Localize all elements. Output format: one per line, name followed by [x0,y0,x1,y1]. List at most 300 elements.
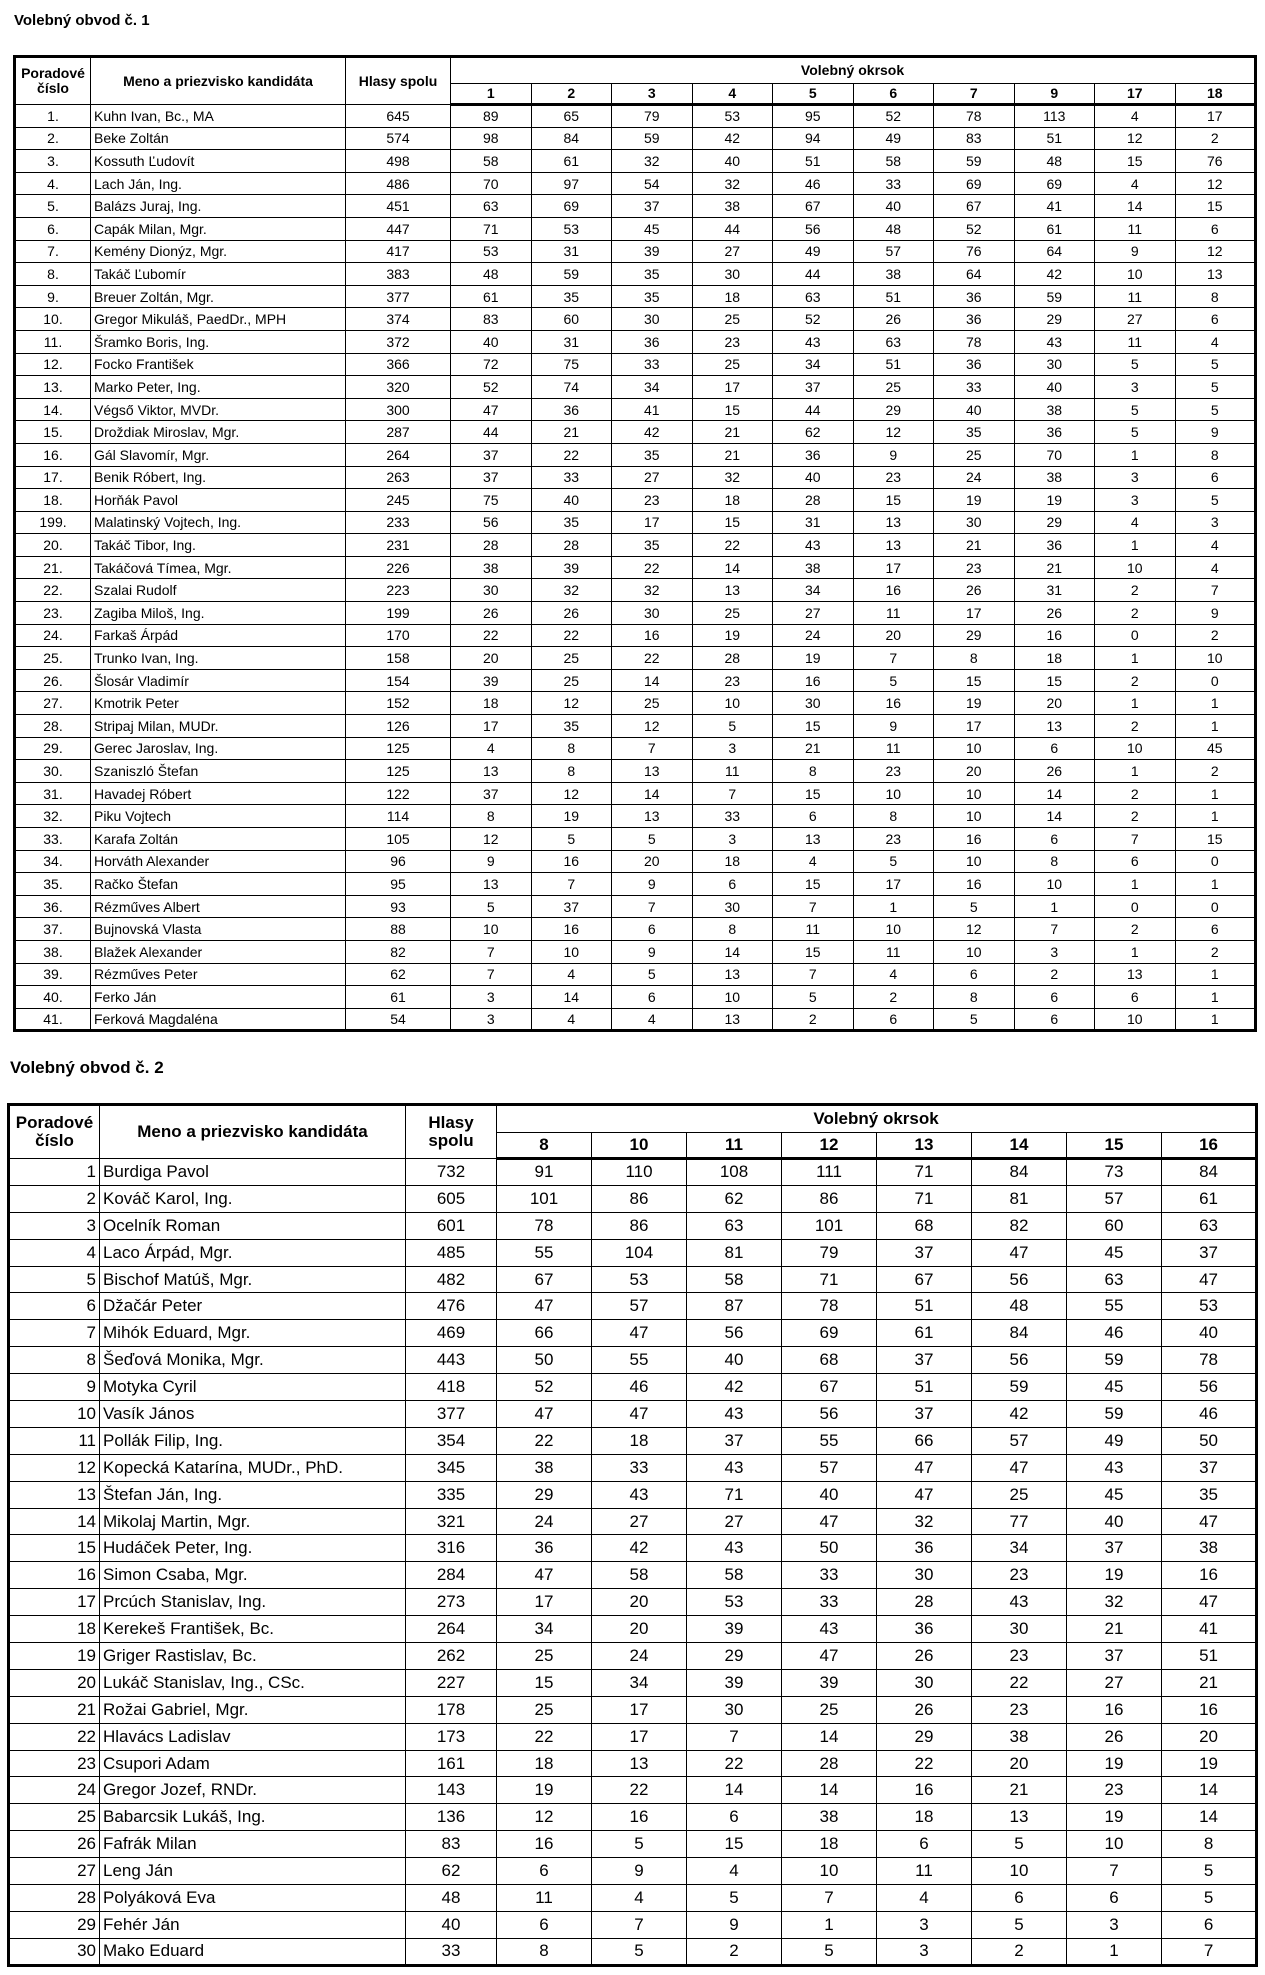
total-votes-cell: 377 [346,285,451,308]
candidate-name-cell: Kemény Dionýz, Mgr. [91,240,346,263]
candidate-name-cell: Horváth Alexander [91,850,346,873]
total-votes-cell: 498 [346,150,451,173]
precinct-votes-cell: 37 [1067,1643,1162,1670]
table-row [15,1008,1256,1031]
precinct-votes-cell: 47 [497,1562,592,1589]
precinct-number-header: 8 [497,1133,592,1159]
precinct-votes-cell: 2 [1095,669,1176,692]
precinct-votes-cell: 24 [592,1643,687,1670]
table-row [15,602,1256,625]
precinct-votes-cell: 22 [451,624,532,647]
candidate-name-cell: Hlavács Ladislav [100,1723,406,1750]
total-votes-cell: 417 [346,240,451,263]
total-votes-cell: 645 [346,105,451,128]
precinct-number-header: 3 [612,84,693,105]
precinct-votes-cell: 1 [1175,715,1256,738]
precinct-votes-cell: 30 [692,263,773,286]
precinct-votes-cell: 26 [1014,760,1095,783]
precinct-votes-cell: 67 [934,195,1015,218]
precinct-votes-cell: 15 [773,940,854,963]
total-votes-cell: 93 [346,895,451,918]
precinct-votes-cell: 84 [972,1320,1067,1347]
precinct-votes-cell: 59 [934,150,1015,173]
precinct-votes-cell: 53 [592,1266,687,1293]
precinct-votes-cell: 47 [972,1454,1067,1481]
precinct-number-header: 11 [687,1133,782,1159]
precinct-votes-cell: 56 [972,1266,1067,1293]
table-row [15,737,1256,760]
precinct-votes-cell: 19 [497,1777,592,1804]
precinct-votes-cell: 3 [692,737,773,760]
candidate-name-cell: Farkaš Árpád [91,624,346,647]
precinct-votes-cell: 0 [1095,624,1176,647]
precinct-votes-cell: 35 [531,511,612,534]
total-votes-cell: 82 [346,940,451,963]
precinct-votes-cell: 10 [1067,1831,1162,1858]
precinct-votes-cell: 1 [1175,805,1256,828]
precinct-votes-cell: 28 [877,1589,972,1616]
precinct-votes-cell: 35 [612,534,693,557]
precinct-votes-cell: 30 [877,1669,972,1696]
precinct-votes-cell: 51 [853,285,934,308]
precinct-votes-cell: 59 [972,1374,1067,1401]
precinct-votes-cell: 3 [1095,376,1176,399]
order-number-cell: 1 [9,1159,100,1186]
precinct-votes-cell: 70 [1014,443,1095,466]
precinct-votes-cell: 21 [1067,1616,1162,1643]
order-number-cell: 24. [15,624,91,647]
total-votes-cell: 372 [346,330,451,353]
precinct-votes-cell: 1 [1175,986,1256,1009]
precinct-votes-cell: 13 [692,1008,773,1031]
precinct-votes-cell: 16 [592,1804,687,1831]
precinct-votes-cell: 87 [687,1293,782,1320]
precinct-votes-cell: 30 [1014,353,1095,376]
precinct-votes-cell: 13 [853,534,934,557]
precinct-votes-cell: 44 [773,263,854,286]
precinct-votes-cell: 10 [934,737,1015,760]
precinct-votes-cell: 13 [612,760,693,783]
precinct-votes-cell: 22 [877,1750,972,1777]
precinct-votes-cell: 6 [687,1804,782,1831]
precinct-votes-cell: 69 [531,195,612,218]
precinct-votes-cell: 6 [1175,918,1256,941]
order-number-cell: 6. [15,217,91,240]
precinct-votes-cell: 7 [592,1911,687,1938]
precinct-votes-cell: 59 [1067,1401,1162,1428]
precinct-votes-cell: 37 [687,1427,782,1454]
precinct-votes-cell: 5 [1095,398,1176,421]
precinct-votes-cell: 56 [972,1347,1067,1374]
candidate-name-cell: Pollák Filip, Ing. [100,1427,406,1454]
order-number-cell: 3 [9,1212,100,1239]
precinct-votes-cell: 28 [773,489,854,512]
table-row [9,1589,1257,1616]
total-votes-cell: 264 [346,443,451,466]
order-number-cell: 14. [15,398,91,421]
total-votes-cell: 345 [406,1454,497,1481]
precinct-votes-cell: 45 [1067,1481,1162,1508]
total-votes-cell: 601 [406,1212,497,1239]
precinct-votes-cell: 40 [692,150,773,173]
order-number-cell: 21 [9,1696,100,1723]
precinct-votes-cell: 6 [1014,828,1095,851]
precinct-votes-cell: 34 [592,1669,687,1696]
precinct-votes-cell: 10 [531,940,612,963]
precinct-votes-cell: 14 [692,940,773,963]
precinct-votes-cell: 12 [934,918,1015,941]
order-number-cell: 22. [15,579,91,602]
precinct-votes-cell: 5 [612,963,693,986]
order-number-cell: 8 [9,1347,100,1374]
precinct-votes-cell: 40 [1014,376,1095,399]
precinct-votes-cell: 40 [782,1481,877,1508]
precinct-votes-cell: 21 [1014,556,1095,579]
precinct-votes-cell: 12 [531,692,612,715]
candidate-name-cell: Leng Ján [100,1858,406,1885]
table-row [15,828,1256,851]
precinct-votes-cell: 14 [782,1777,877,1804]
precinct-votes-cell: 36 [1014,421,1095,444]
total-votes-cell: 126 [346,715,451,738]
precinct-number-header: 15 [1067,1133,1162,1159]
table-row [9,1347,1257,1374]
precinct-votes-cell: 29 [1014,511,1095,534]
order-number-cell: 10. [15,308,91,331]
precinct-votes-cell: 24 [934,466,1015,489]
order-number-cell: 8. [15,263,91,286]
total-votes-cell: 54 [346,1008,451,1031]
candidate-name-cell: Blažek Alexander [91,940,346,963]
table-row [9,1374,1257,1401]
candidate-name-cell: Gregor Jozef, RNDr. [100,1777,406,1804]
precinct-votes-cell: 68 [877,1212,972,1239]
precinct-votes-cell: 12 [531,782,612,805]
order-number-cell: 22 [9,1723,100,1750]
precinct-votes-cell: 47 [592,1401,687,1428]
precinct-votes-cell: 14 [612,669,693,692]
candidate-name-cell: Gerec Jaroslav, Ing. [91,737,346,760]
precinct-votes-cell: 4 [612,1008,693,1031]
precinct-votes-cell: 63 [1162,1212,1257,1239]
precinct-votes-cell: 28 [692,647,773,670]
precinct-votes-cell: 83 [451,308,532,331]
candidate-name-cell: Prcúch Stanislav, Ing. [100,1589,406,1616]
precinct-votes-cell: 3 [692,828,773,851]
precinct-votes-cell: 39 [531,556,612,579]
precinct-votes-cell: 10 [692,986,773,1009]
precinct-votes-cell: 2 [1175,760,1256,783]
precinct-votes-cell: 27 [592,1508,687,1535]
precinct-votes-cell: 7 [531,873,612,896]
total-votes-cell: 199 [346,602,451,625]
table-row [15,308,1256,331]
total-votes-cell: 62 [346,963,451,986]
precinct-votes-cell: 1 [853,895,934,918]
order-number-cell: 20 [9,1669,100,1696]
precinct-votes-cell: 25 [692,602,773,625]
precinct-votes-cell: 9 [853,715,934,738]
precinct-votes-cell: 76 [934,240,1015,263]
precinct-votes-cell: 0 [1175,669,1256,692]
precinct-votes-cell: 1 [1095,647,1176,670]
precinct-votes-cell: 2 [1095,579,1176,602]
order-number-cell: 199. [15,511,91,534]
precinct-votes-cell: 3 [1067,1911,1162,1938]
precinct-votes-cell: 57 [782,1454,877,1481]
precinct-votes-cell: 17 [451,715,532,738]
precinct-votes-cell: 8 [934,647,1015,670]
candidate-name-cell: Burdiga Pavol [100,1159,406,1186]
precinct-votes-cell: 9 [592,1858,687,1885]
precinct-votes-cell: 26 [934,579,1015,602]
precinct-number-header: 18 [1175,84,1256,105]
table-row [9,1885,1257,1912]
precinct-votes-cell: 12 [1175,172,1256,195]
precinct-votes-cell: 8 [1175,285,1256,308]
precinct-votes-cell: 5 [1175,376,1256,399]
precinct-votes-cell: 27 [773,602,854,625]
district-2-results-table [7,1103,1258,1967]
total-votes-cell: 161 [406,1750,497,1777]
precinct-votes-cell: 46 [1067,1320,1162,1347]
precinct-votes-cell: 34 [972,1535,1067,1562]
precinct-votes-cell: 10 [1095,263,1176,286]
precinct-votes-cell: 15 [692,398,773,421]
order-number-cell: 30. [15,760,91,783]
order-number-cell: 25. [15,647,91,670]
precinct-number-header: 5 [773,84,854,105]
precinct-votes-cell: 7 [692,782,773,805]
precinct-votes-cell: 17 [853,556,934,579]
precinct-votes-cell: 16 [877,1777,972,1804]
precinct-votes-cell: 25 [782,1696,877,1723]
order-number-cell: 32. [15,805,91,828]
precinct-votes-cell: 23 [934,556,1015,579]
candidate-name-cell: Rožai Gabriel, Mgr. [100,1696,406,1723]
precinct-votes-cell: 79 [782,1239,877,1266]
precinct-votes-cell: 30 [934,511,1015,534]
precinct-number-header: 13 [877,1133,972,1159]
precinct-votes-cell: 13 [1095,963,1176,986]
precinct-votes-cell: 19 [1067,1562,1162,1589]
precinct-votes-cell: 44 [773,398,854,421]
precinct-votes-cell: 10 [853,782,934,805]
precinct-votes-cell: 14 [1162,1804,1257,1831]
precinct-votes-cell: 98 [451,127,532,150]
precinct-votes-cell: 35 [934,421,1015,444]
precinct-votes-cell: 33 [934,376,1015,399]
total-votes-cell: 377 [406,1401,497,1428]
precinct-votes-cell: 67 [877,1266,972,1293]
precinct-votes-cell: 4 [877,1885,972,1912]
precinct-votes-cell: 9 [451,850,532,873]
precinct-votes-cell: 7 [612,895,693,918]
candidate-name-cell: Rézműves Albert [91,895,346,918]
precinct-votes-cell: 55 [782,1427,877,1454]
precinct-votes-cell: 34 [497,1616,592,1643]
precinct-votes-cell: 37 [877,1401,972,1428]
total-votes-cell: 374 [346,308,451,331]
table-row [15,172,1256,195]
order-number-cell: 11 [9,1427,100,1454]
precinct-votes-cell: 67 [773,195,854,218]
precinct-votes-cell: 17 [692,376,773,399]
precinct-votes-cell: 37 [531,895,612,918]
precinct-votes-cell: 42 [612,421,693,444]
precinct-votes-cell: 23 [972,1696,1067,1723]
precinct-votes-cell: 32 [612,150,693,173]
table-row [9,1911,1257,1938]
precinct-votes-cell: 97 [531,172,612,195]
order-number-cell: 2. [15,127,91,150]
precinct-votes-cell: 38 [773,556,854,579]
precinct-votes-cell: 7 [773,963,854,986]
table-row [9,1831,1257,1858]
precinct-votes-cell: 45 [1067,1239,1162,1266]
precinct-votes-cell: 43 [687,1401,782,1428]
total-votes-cell: 48 [406,1885,497,1912]
order-number-cell: 35. [15,873,91,896]
precinct-votes-cell: 40 [531,489,612,512]
table-row [15,511,1256,534]
precinct-votes-cell: 1 [1095,692,1176,715]
precinct-votes-cell: 5 [934,895,1015,918]
precinct-votes-cell: 55 [592,1347,687,1374]
precinct-votes-cell: 8 [531,760,612,783]
precinct-votes-cell: 23 [853,466,934,489]
order-number-cell: 9 [9,1374,100,1401]
candidate-name-cell: Gregor Mikuláš, PaedDr., MPH [91,308,346,331]
precinct-votes-cell: 56 [451,511,532,534]
precinct-votes-cell: 2 [972,1938,1067,1965]
candidate-name-cell: Kuhn Ivan, Bc., MA [91,105,346,128]
total-votes-cell: 33 [406,1938,497,1965]
precinct-votes-cell: 16 [497,1831,592,1858]
precinct-votes-cell: 46 [773,172,854,195]
total-votes-cell: 62 [406,1858,497,1885]
table-row [15,692,1256,715]
precinct-votes-cell: 10 [692,692,773,715]
precinct-votes-cell: 60 [531,308,612,331]
precinct-votes-cell: 9 [1175,421,1256,444]
table-row [9,1293,1257,1320]
candidate-name-cell: Havadej Róbert [91,782,346,805]
precinct-votes-cell: 6 [972,1885,1067,1912]
candidate-name-cell: Takáč Tibor, Ing. [91,534,346,557]
precinct-votes-cell: 51 [877,1293,972,1320]
precinct-votes-cell: 24 [773,624,854,647]
precinct-votes-cell: 32 [692,466,773,489]
precinct-votes-cell: 13 [692,579,773,602]
precinct-votes-cell: 33 [692,805,773,828]
precinct-votes-cell: 55 [1067,1293,1162,1320]
total-votes-cell: 321 [406,1508,497,1535]
precinct-votes-cell: 45 [1067,1374,1162,1401]
precinct-votes-cell: 16 [773,669,854,692]
precinct-votes-cell: 84 [972,1159,1067,1186]
precinct-votes-cell: 6 [692,873,773,896]
precinct-votes-cell: 30 [877,1562,972,1589]
precinct-votes-cell: 44 [451,421,532,444]
precinct-votes-cell: 51 [773,150,854,173]
precinct-votes-cell: 1 [1175,692,1256,715]
precinct-votes-cell: 5 [1095,353,1176,376]
precinct-votes-cell: 40 [687,1347,782,1374]
order-number-cell: 33. [15,828,91,851]
total-votes-cell: 114 [346,805,451,828]
precinct-votes-cell: 38 [1162,1535,1257,1562]
precinct-votes-cell: 27 [1067,1669,1162,1696]
order-number-cell: 11. [15,330,91,353]
precinct-votes-cell: 37 [451,782,532,805]
precinct-votes-cell: 4 [1095,172,1176,195]
precinct-votes-cell: 8 [1162,1831,1257,1858]
precinct-votes-cell: 16 [612,624,693,647]
precinct-votes-cell: 61 [877,1320,972,1347]
precinct-votes-cell: 6 [877,1831,972,1858]
precinct-votes-cell: 9 [612,940,693,963]
precinct-votes-cell: 3 [451,1008,532,1031]
order-number-cell: 13. [15,376,91,399]
total-votes-cell: 300 [346,398,451,421]
precinct-votes-cell: 21 [934,534,1015,557]
precinct-votes-cell: 36 [1014,534,1095,557]
precinct-votes-cell: 25 [853,376,934,399]
precinct-votes-cell: 28 [531,534,612,557]
candidate-name-cell: Gál Slavomír, Mgr. [91,443,346,466]
precinct-votes-cell: 4 [1175,556,1256,579]
precinct-votes-cell: 46 [1162,1401,1257,1428]
precinct-votes-cell: 39 [782,1669,877,1696]
order-number-cell: 36. [15,895,91,918]
total-votes-cell: 122 [346,782,451,805]
precinct-votes-cell: 5 [773,986,854,1009]
precinct-votes-cell: 22 [531,443,612,466]
precinct-votes-cell: 1 [1175,782,1256,805]
precinct-votes-cell: 12 [853,421,934,444]
precinct-number-header: 7 [934,84,1015,105]
precinct-votes-cell: 5 [531,828,612,851]
precinct-votes-cell: 4 [592,1885,687,1912]
table-row [15,195,1256,218]
precinct-votes-cell: 11 [853,940,934,963]
precinct-votes-cell: 47 [1162,1508,1257,1535]
precinct-votes-cell: 40 [451,330,532,353]
precinct-votes-cell: 11 [1095,285,1176,308]
precinct-votes-cell: 9 [1095,240,1176,263]
precinct-votes-cell: 78 [1162,1347,1257,1374]
precinct-votes-cell: 40 [934,398,1015,421]
precinct-votes-cell: 44 [692,217,773,240]
header-total-votes: Hlasy spolu [406,1105,497,1159]
precinct-votes-cell: 108 [687,1159,782,1186]
total-votes-cell: 61 [346,986,451,1009]
precinct-votes-cell: 7 [451,963,532,986]
total-votes-cell: 263 [346,466,451,489]
candidate-name-cell: Kováč Karol, Ing. [100,1185,406,1212]
precinct-votes-cell: 77 [972,1508,1067,1535]
table-row [9,1938,1257,1965]
precinct-votes-cell: 19 [773,647,854,670]
precinct-votes-cell: 30 [773,692,854,715]
precinct-votes-cell: 18 [877,1804,972,1831]
precinct-votes-cell: 3 [451,986,532,1009]
precinct-votes-cell: 53 [687,1589,782,1616]
table-row [15,805,1256,828]
precinct-votes-cell: 66 [497,1320,592,1347]
precinct-votes-cell: 17 [497,1589,592,1616]
